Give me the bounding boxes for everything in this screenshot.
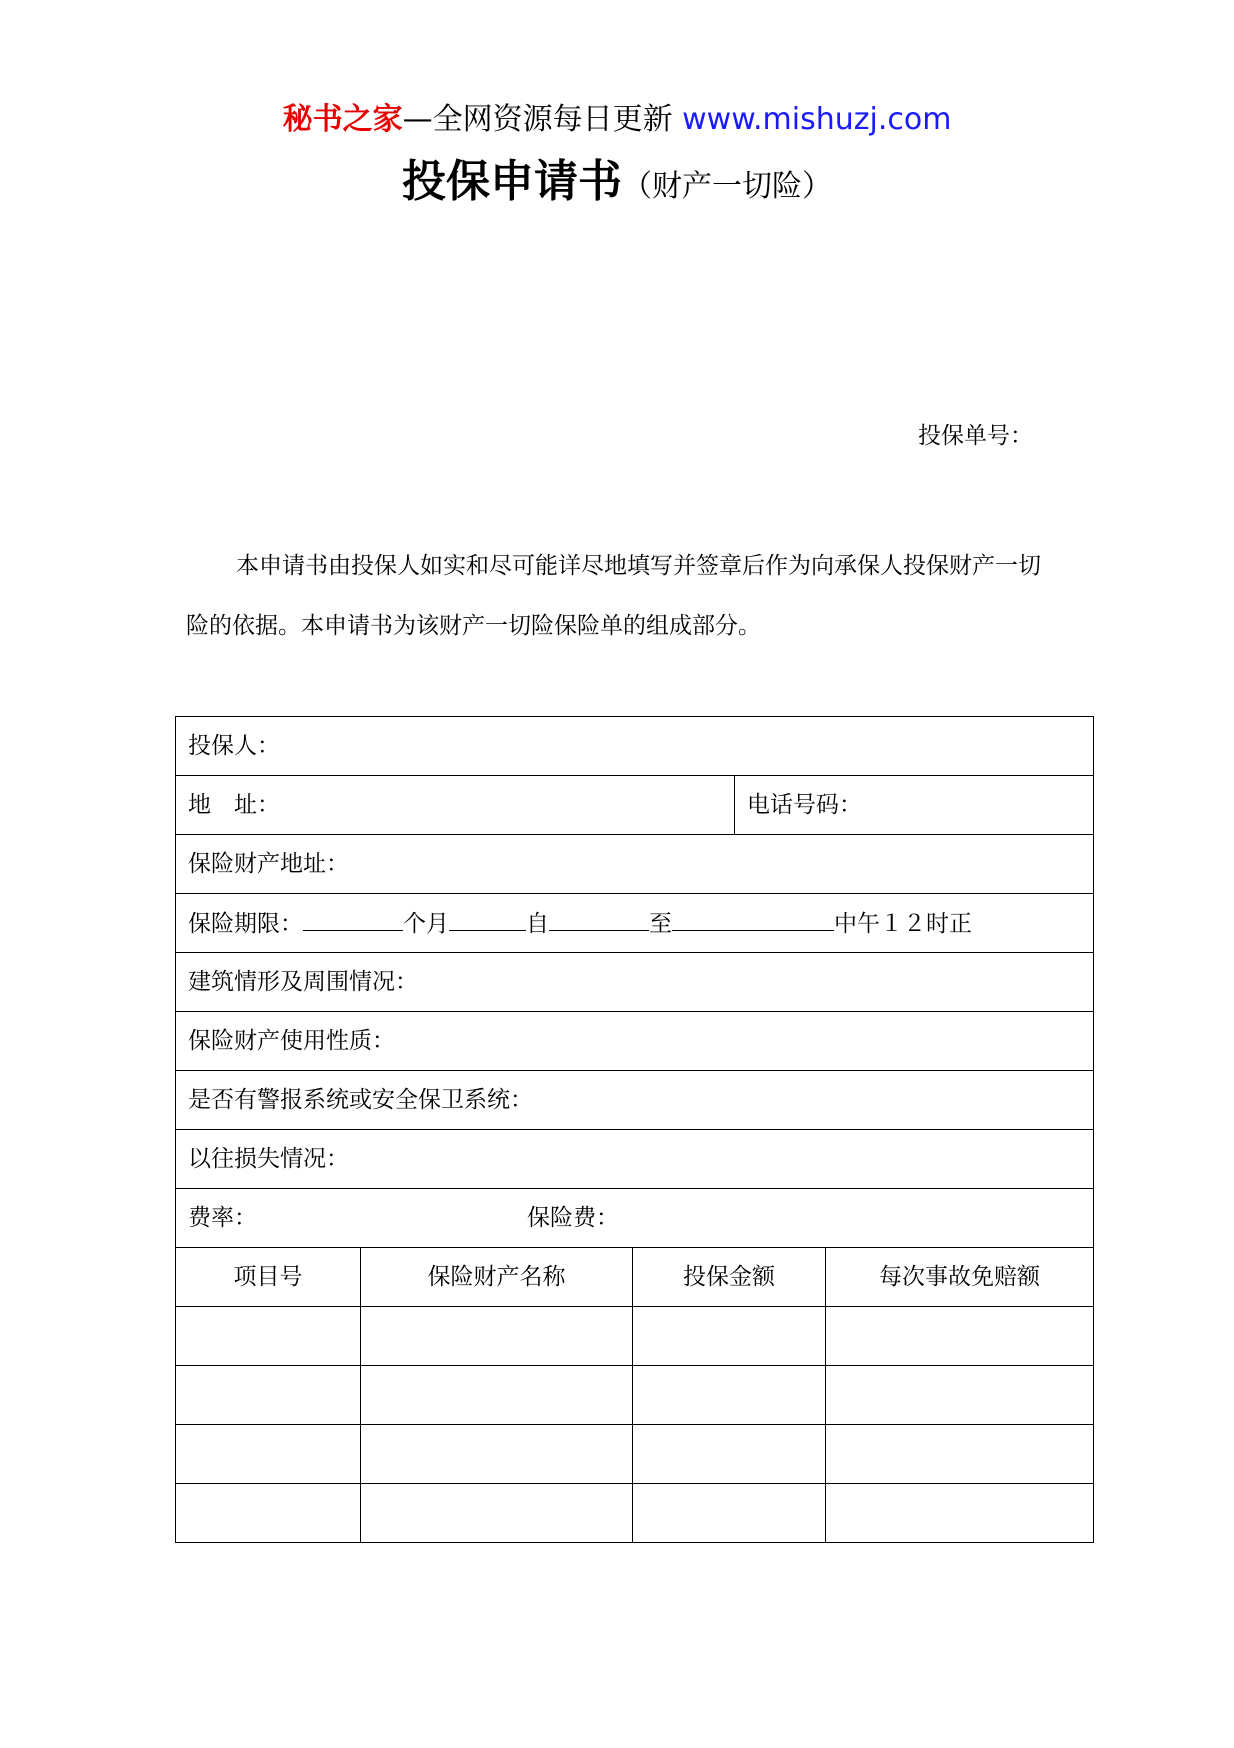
item-no-cell[interactable] [176,1366,361,1425]
form-row-address [176,776,1094,835]
property-name-cell[interactable] [361,1366,633,1425]
banner-slogan: —全网资源每日更新 [402,102,683,137]
banner-brand: 秘书之家 [282,102,403,137]
form-row-applicant [176,717,1094,776]
form-row-rate [176,1189,1094,1248]
premium-label: 保险费： [527,1205,619,1231]
phone-label: 电话号码： [747,792,862,818]
rate-premium-field[interactable] [176,1189,1094,1248]
header-deductible: 每次事故免赔额 [826,1248,1094,1307]
form-row-building [176,953,1094,1012]
header-insured-amount: 投保金额 [633,1248,826,1307]
document-title [0,154,1234,219]
applicant-label: 投保人： [188,733,280,759]
alarm-label: 是否有警报系统或安全保卫系统： [188,1087,533,1113]
insured-amount-cell[interactable] [633,1366,826,1425]
insured-amount-cell[interactable] [633,1484,826,1543]
table-row [176,1425,1094,1484]
address-field[interactable] [176,776,735,835]
form-row-losses [176,1130,1094,1189]
item-no-cell[interactable] [176,1484,361,1543]
period-to-blank[interactable] [672,908,834,931]
building-label: 建筑情形及周围情况： [188,969,418,995]
period-from-blank[interactable] [549,908,649,931]
deductible-cell[interactable] [826,1307,1094,1366]
deductible-cell[interactable] [826,1484,1094,1543]
property-name-cell[interactable] [361,1484,633,1543]
property-address-field[interactable] [176,835,1094,894]
intro-text: 本申请书由投保人如实和尽可能详尽地填写并签章后作为向承保人投保财产一切险的依据。本申请书为该财产一切险保险单的组成部分。 [186,553,1041,639]
losses-label: 以往损失情况： [188,1146,349,1172]
site-banner [0,100,1234,140]
header-property-name: 保险财产名称 [361,1248,633,1307]
period-gap-blank[interactable] [449,908,526,931]
period-label: 保险期限： [188,911,303,937]
items-header-row [176,1248,1094,1307]
phone-field[interactable] [735,776,1094,835]
form-row-property-address [176,835,1094,894]
alarm-field[interactable] [176,1071,1094,1130]
period-from-label: 自 [526,911,549,937]
period-months-label: 个月 [403,911,449,937]
form-row-alarm [176,1071,1094,1130]
form-row-period [176,894,1094,953]
application-form [175,716,1094,1543]
table-row [176,1366,1094,1425]
application-number-label: 投保单号： [918,423,1033,449]
property-name-cell[interactable] [361,1307,633,1366]
period-months-blank[interactable] [303,908,403,931]
title-main: 投保申请书 [402,156,622,207]
header-item-no: 项目号 [176,1248,361,1307]
table-row [176,1484,1094,1543]
table-row [176,1307,1094,1366]
address-label: 地 址： [188,792,280,818]
title-subtitle: （财产一切险） [622,169,832,204]
item-no-cell[interactable] [176,1307,361,1366]
rate-label: 费率： [188,1205,257,1231]
period-to-label: 至 [649,911,672,937]
deductible-cell[interactable] [826,1425,1094,1484]
insured-amount-cell[interactable] [633,1307,826,1366]
losses-field[interactable] [176,1130,1094,1189]
deductible-cell[interactable] [826,1366,1094,1425]
period-noon-label: 中午１２时正 [834,911,972,937]
insured-amount-cell[interactable] [633,1425,826,1484]
insurance-period-field[interactable] [176,894,1094,953]
usage-field[interactable] [176,1012,1094,1071]
property-name-cell[interactable] [361,1425,633,1484]
property-address-label: 保险财产地址： [188,851,349,877]
intro-paragraph [186,536,1046,656]
building-field[interactable] [176,953,1094,1012]
banner-url[interactable]: www.mishuzj.com [682,102,952,137]
item-no-cell[interactable] [176,1425,361,1484]
usage-label: 保险财产使用性质： [188,1028,395,1054]
form-row-usage [176,1012,1094,1071]
applicant-field[interactable] [176,717,1094,776]
